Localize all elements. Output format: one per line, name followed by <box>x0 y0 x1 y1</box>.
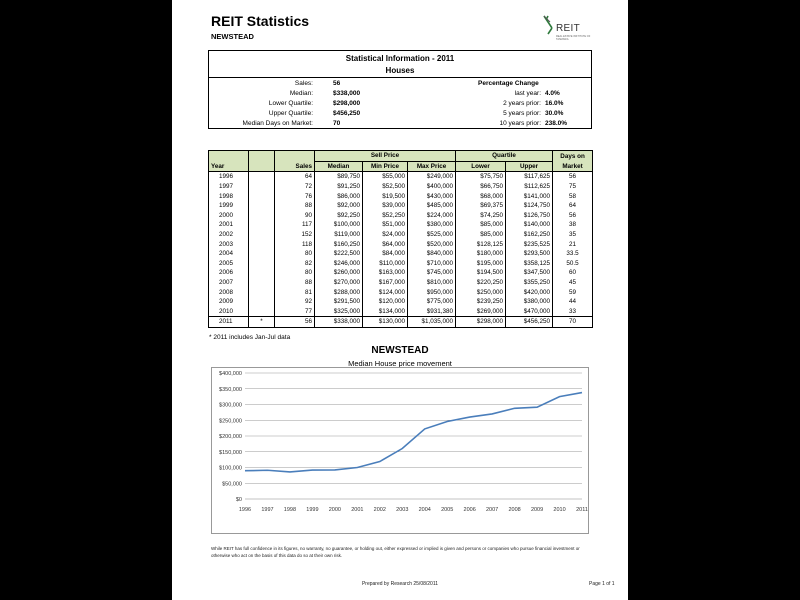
page-number: Page 1 of 1 <box>589 581 615 587</box>
stat-value: $298,000 <box>333 100 361 107</box>
table-row <box>209 239 593 249</box>
y-tick-label: $50,000 <box>222 481 242 488</box>
year-cell: 1997 <box>209 182 249 192</box>
lower-quartile-cell: $180,000 <box>456 249 506 259</box>
min-price-cell: $167,000 <box>363 278 408 288</box>
lower-quartile-cell: $128,125 <box>456 239 506 249</box>
table-row <box>209 307 593 317</box>
year-cell: 1996 <box>209 172 249 182</box>
lower-quartile-cell: $69,375 <box>456 201 506 211</box>
sell-price-header: Sell Price <box>315 151 456 162</box>
year-cell: 1999 <box>209 201 249 211</box>
flag-cell <box>249 297 275 307</box>
upper-quartile-cell: $140,000 <box>506 220 553 230</box>
lower-quartile-cell: $85,000 <box>456 220 506 230</box>
median-cell: $119,000 <box>315 230 363 240</box>
sales-cell: 152 <box>275 230 315 240</box>
x-tick-label: 2005 <box>441 507 454 513</box>
year-cell: 1998 <box>209 191 249 201</box>
year-cell: 2002 <box>209 230 249 240</box>
sales-cell: 92 <box>275 297 315 307</box>
change-value: 238.0% <box>545 120 568 127</box>
upper-quartile-cell: $126,750 <box>506 211 553 221</box>
max-price-cell: $840,000 <box>408 249 456 259</box>
days-on-market-cell: 44 <box>553 297 593 307</box>
max-price-cell: $931,380 <box>408 307 456 317</box>
table-row <box>209 278 593 288</box>
table-row <box>209 201 593 211</box>
upper-quartile-cell: $112,625 <box>506 182 553 192</box>
days-on-header: Days on <box>553 151 593 162</box>
change-value: 30.0% <box>545 110 564 117</box>
table-row <box>209 172 593 182</box>
days-on-market-cell: 75 <box>553 182 593 192</box>
stat-label: Median Days on Market: <box>242 120 313 127</box>
year-cell: 2011 <box>209 317 249 328</box>
y-tick-label: $0 <box>235 497 242 503</box>
property-type: Houses <box>385 66 415 75</box>
upper-quartile-cell: $420,000 <box>506 287 553 297</box>
flag-cell <box>249 278 275 288</box>
flag-cell <box>249 259 275 269</box>
lower-quartile-cell: $74,250 <box>456 211 506 221</box>
median-cell: $89,750 <box>315 172 363 182</box>
column-header-max-price: Max Price <box>408 161 456 172</box>
sales-cell: 118 <box>275 239 315 249</box>
median-cell: $270,000 <box>315 278 363 288</box>
table-row <box>209 220 593 230</box>
median-cell: $92,250 <box>315 211 363 221</box>
column-header-upper: Upper <box>506 161 553 172</box>
statistics-box <box>208 50 592 129</box>
x-tick-label: 1997 <box>261 507 274 513</box>
table-body <box>209 172 593 328</box>
sales-cell: 64 <box>275 172 315 182</box>
stat-label: Median: <box>289 90 313 97</box>
year-cell: 2003 <box>209 239 249 249</box>
sales-cell: 76 <box>275 191 315 201</box>
lower-quartile-cell: $66,750 <box>456 182 506 192</box>
stat-value: 56 <box>333 80 341 87</box>
min-price-cell: $52,250 <box>363 211 408 221</box>
lower-quartile-cell: $68,000 <box>456 191 506 201</box>
chart-title: Median House price movement <box>348 359 452 368</box>
lower-quartile-cell: $75,750 <box>456 172 506 182</box>
year-cell: 2010 <box>209 307 249 317</box>
upper-quartile-cell: $355,250 <box>506 278 553 288</box>
column-header-sales: Sales <box>275 161 315 172</box>
lower-quartile-cell: $269,000 <box>456 307 506 317</box>
lower-quartile-cell: $298,000 <box>456 317 506 328</box>
sales-cell: 77 <box>275 307 315 317</box>
stat-label: Upper Quartile: <box>268 110 313 117</box>
x-tick-label: 2000 <box>328 507 341 513</box>
table-row <box>209 191 593 201</box>
table-row <box>209 287 593 297</box>
column-header-min-price: Min Price <box>363 161 408 172</box>
table-row <box>209 259 593 269</box>
upper-quartile-cell: $380,000 <box>506 297 553 307</box>
year-cell: 2008 <box>209 287 249 297</box>
y-tick-label: $300,000 <box>219 402 242 409</box>
days-on-market-cell: 38 <box>553 220 593 230</box>
table-row <box>209 249 593 259</box>
upper-quartile-cell: $141,000 <box>506 191 553 201</box>
yearly-sales-table <box>208 150 593 328</box>
lower-quartile-cell: $250,000 <box>456 287 506 297</box>
max-price-cell: $1,035,000 <box>408 317 456 328</box>
max-price-cell: $430,000 <box>408 191 456 201</box>
upper-quartile-cell: $124,750 <box>506 201 553 211</box>
max-price-cell: $950,000 <box>408 287 456 297</box>
disclaimer: While REIT has full confidence in its figures, no warranty, no guarantee, or holding out, either expressed or implied is given and persons or companies who pursue financial investment or otherwise who act on the basis of this data do so at their own risk. <box>211 546 580 558</box>
stat-value: $456,250 <box>333 110 361 117</box>
min-price-cell: $84,000 <box>363 249 408 259</box>
upper-quartile-cell: $162,250 <box>506 230 553 240</box>
days-on-market-cell: 21 <box>553 239 593 249</box>
max-price-cell: $400,000 <box>408 182 456 192</box>
x-tick-label: 2003 <box>396 507 409 513</box>
quartile-header: Quartile <box>456 151 553 162</box>
min-price-cell: $64,000 <box>363 239 408 249</box>
flag-cell <box>249 172 275 182</box>
sales-cell: 56 <box>275 317 315 328</box>
percentage-change-heading: Percentage Change <box>478 80 539 87</box>
y-tick-label: $200,000 <box>219 434 242 440</box>
stat-value: $338,000 <box>333 90 361 97</box>
median-cell: $325,000 <box>315 307 363 317</box>
min-price-cell: $19,500 <box>363 191 408 201</box>
flag-cell <box>249 307 275 317</box>
logo-subtext: REAL ESTATE INSTITUTE OF TASMANIA <box>556 35 591 41</box>
min-price-cell: $55,000 <box>363 172 408 182</box>
logo-text: REIT <box>556 23 580 34</box>
flag-cell <box>249 211 275 221</box>
stat-label: Lower Quartile: <box>268 100 313 107</box>
max-price-cell: $525,000 <box>408 230 456 240</box>
y-tick-label: $350,000 <box>219 386 242 393</box>
change-value: 4.0% <box>545 90 560 97</box>
days-on-market-cell: 35 <box>553 230 593 240</box>
year-cell: 2006 <box>209 268 249 278</box>
table-row <box>209 211 593 221</box>
header-blank <box>275 151 315 162</box>
median-cell: $338,000 <box>315 317 363 328</box>
header-blank <box>249 151 275 162</box>
max-price-cell: $485,000 <box>408 201 456 211</box>
flag-cell <box>249 287 275 297</box>
lower-quartile-cell: $194,500 <box>456 268 506 278</box>
change-label: 2 years prior: <box>503 100 541 107</box>
header-blank <box>209 151 249 162</box>
days-on-market-cell: 60 <box>553 268 593 278</box>
y-tick-label: $100,000 <box>219 465 242 472</box>
days-on-market-cell: 58 <box>553 191 593 201</box>
median-cell: $222,500 <box>315 249 363 259</box>
median-cell: $91,250 <box>315 182 363 192</box>
x-tick-label: 2011 <box>576 507 588 513</box>
max-price-cell: $810,000 <box>408 278 456 288</box>
table-footnote: * 2011 includes Jan-Jul data <box>209 334 291 341</box>
report-page <box>172 0 628 600</box>
x-tick-label: 2002 <box>373 507 386 513</box>
upper-quartile-cell: $470,000 <box>506 307 553 317</box>
min-price-cell: $52,500 <box>363 182 408 192</box>
median-cell: $86,000 <box>315 191 363 201</box>
column-header-year: Year <box>209 161 249 172</box>
chart-area <box>211 367 589 534</box>
days-on-market-cell: 33.5 <box>553 249 593 259</box>
y-tick-label: $250,000 <box>219 418 242 425</box>
upper-quartile-cell: $117,625 <box>506 172 553 182</box>
median-cell: $100,000 <box>315 220 363 230</box>
table-row <box>209 317 593 328</box>
change-label: last year: <box>514 90 541 97</box>
sales-cell: 80 <box>275 249 315 259</box>
max-price-cell: $745,000 <box>408 268 456 278</box>
x-tick-label: 1998 <box>283 507 297 513</box>
days-on-market-cell: 33 <box>553 307 593 317</box>
y-tick-label: $150,000 <box>219 449 242 456</box>
statistics-heading: Statistical Information - 2011 <box>345 54 455 63</box>
year-cell: 2005 <box>209 259 249 269</box>
days-on-market-cell: 50.5 <box>553 259 593 269</box>
flag-cell <box>249 201 275 211</box>
change-value: 16.0% <box>545 100 564 107</box>
chart-heading: NEWSTEAD <box>371 345 429 356</box>
median-cell: $246,000 <box>315 259 363 269</box>
flag-cell <box>249 239 275 249</box>
sales-cell: 88 <box>275 201 315 211</box>
table-row <box>209 230 593 240</box>
lower-quartile-cell: $220,250 <box>456 278 506 288</box>
days-on-market-cell: 45 <box>553 278 593 288</box>
change-label: 10 years prior: <box>499 120 541 127</box>
lower-quartile-cell: $85,000 <box>456 230 506 240</box>
x-tick-label: 2007 <box>486 507 499 513</box>
sales-cell: 90 <box>275 211 315 221</box>
days-on-market-cell: 59 <box>553 287 593 297</box>
table-row <box>209 268 593 278</box>
year-cell: 2009 <box>209 297 249 307</box>
x-tick-label: 2004 <box>418 507 431 513</box>
days-on-market-cell: 56 <box>553 211 593 221</box>
median-cell: $288,000 <box>315 287 363 297</box>
sales-cell: 72 <box>275 182 315 192</box>
days-on-market-cell: 70 <box>553 317 593 328</box>
median-cell: $92,000 <box>315 201 363 211</box>
lower-quartile-cell: $195,000 <box>456 259 506 269</box>
x-tick-label: 2009 <box>530 507 544 513</box>
prepared-by: Prepared by Research 25/08/2011 <box>361 581 439 587</box>
x-tick-label: 2006 <box>463 507 476 513</box>
year-cell: 2004 <box>209 249 249 259</box>
y-tick-label: $400,000 <box>219 371 242 377</box>
median-cell: $160,250 <box>315 239 363 249</box>
divider <box>209 77 591 78</box>
median-cell: $291,500 <box>315 297 363 307</box>
table-row <box>209 182 593 192</box>
change-label: 5 years prior: <box>503 110 541 117</box>
max-price-cell: $775,000 <box>408 297 456 307</box>
year-cell: 2001 <box>209 220 249 230</box>
x-tick-label: 2008 <box>508 507 521 513</box>
x-tick-label: 1996 <box>238 507 252 513</box>
max-price-cell: $380,000 <box>408 220 456 230</box>
min-price-cell: $51,000 <box>363 220 408 230</box>
sales-cell: 81 <box>275 287 315 297</box>
min-price-cell: $120,000 <box>363 297 408 307</box>
year-cell: 2000 <box>209 211 249 221</box>
days-on-market-cell: 64 <box>553 201 593 211</box>
flag-cell: * <box>249 317 275 328</box>
max-price-cell: $710,000 <box>408 259 456 269</box>
min-price-cell: $39,000 <box>363 201 408 211</box>
max-price-cell: $249,000 <box>408 172 456 182</box>
upper-quartile-cell: $293,500 <box>506 249 553 259</box>
year-cell: 2007 <box>209 278 249 288</box>
flag-cell <box>249 249 275 259</box>
upper-quartile-cell: $347,500 <box>506 268 553 278</box>
x-tick-label: 2010 <box>553 507 566 513</box>
median-price-line-chart <box>212 368 590 535</box>
flag-cell <box>249 268 275 278</box>
min-price-cell: $24,000 <box>363 230 408 240</box>
sales-cell: 80 <box>275 268 315 278</box>
column-header-market: Market <box>553 161 593 172</box>
x-tick-label: 2001 <box>351 507 364 513</box>
flag-cell <box>249 191 275 201</box>
min-price-cell: $110,000 <box>363 259 408 269</box>
flag-cell <box>249 220 275 230</box>
table-row <box>209 297 593 307</box>
column-header-lower: Lower <box>456 161 506 172</box>
sales-cell: 88 <box>275 278 315 288</box>
sales-cell: 117 <box>275 220 315 230</box>
max-price-cell: $520,000 <box>408 239 456 249</box>
min-price-cell: $130,000 <box>363 317 408 328</box>
upper-quartile-cell: $456,250 <box>506 317 553 328</box>
min-price-cell: $124,000 <box>363 287 408 297</box>
lower-quartile-cell: $239,250 <box>456 297 506 307</box>
x-tick-label: 1999 <box>306 507 319 513</box>
sales-cell: 82 <box>275 259 315 269</box>
min-price-cell: $163,000 <box>363 268 408 278</box>
page-title: REIT Statistics <box>211 13 310 29</box>
max-price-cell: $224,000 <box>408 211 456 221</box>
min-price-cell: $134,000 <box>363 307 408 317</box>
upper-quartile-cell: $358,125 <box>506 259 553 269</box>
stat-value: 70 <box>333 120 341 127</box>
flag-cell <box>249 182 275 192</box>
column-header-flag <box>249 161 275 172</box>
median-cell: $260,000 <box>315 268 363 278</box>
flag-cell <box>249 230 275 240</box>
upper-quartile-cell: $235,525 <box>506 239 553 249</box>
suburb-name: NEWSTEAD <box>211 32 254 41</box>
days-on-market-cell: 56 <box>553 172 593 182</box>
stat-label: Sales: <box>294 80 313 87</box>
column-header-median: Median <box>315 161 363 172</box>
